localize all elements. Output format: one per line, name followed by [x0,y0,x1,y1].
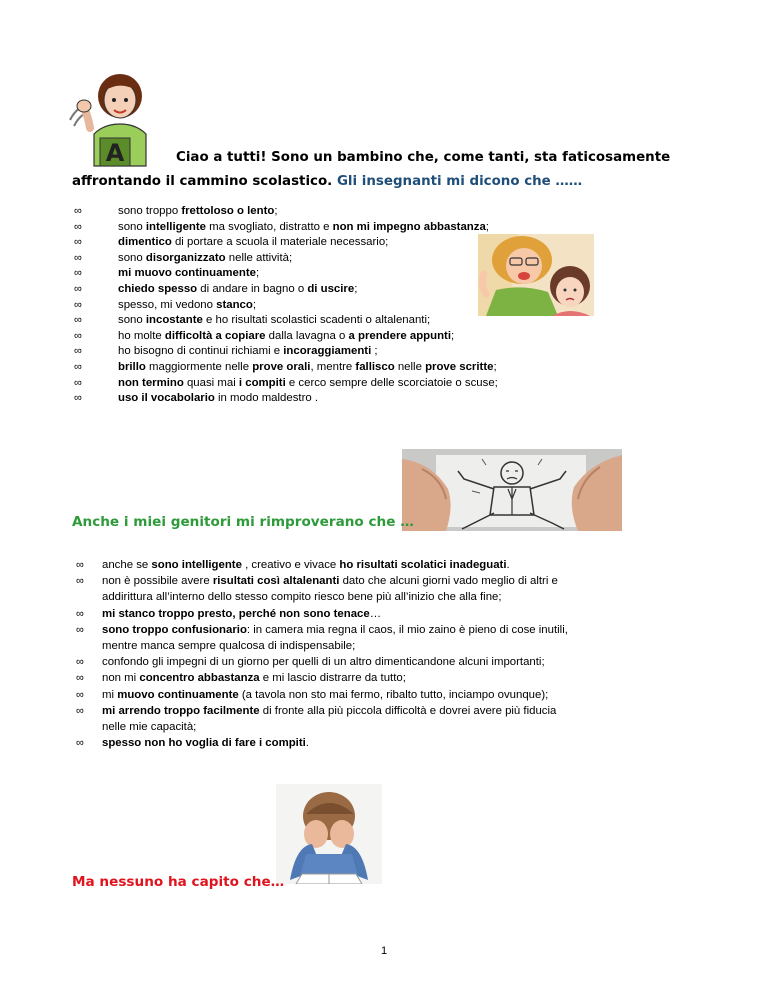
bold-phrase: brillo [118,360,146,373]
mother-scolding-illustration [478,234,594,316]
text-segment: addirittura all’interno dello stesso compito riesco bene più all’inizio che alla fine; [102,591,502,604]
bold-phrase: di uscire [307,282,355,295]
text-segment: sono troppo [118,205,182,217]
bold-phrase: sono troppo confusionario [102,623,247,636]
text-segment: confondo gli impegni di un giorno per quelli di un altro dimenticandone alcuni importanti; [102,656,545,669]
parents-list [72,557,712,751]
text-segment: e mi lascio distrarre da tutto; [259,672,406,685]
list-item [72,573,712,589]
list-item [72,360,592,376]
text-segment: non è possibile avere [102,575,213,588]
bold-phrase: mi muovo continuamente [118,267,256,280]
list-item [72,638,712,654]
list-item [72,391,592,407]
bold-phrase: spesso non ho voglia di fare i compiti [102,737,306,750]
bold-phrase: non termino [118,376,184,389]
bold-phrase: dimentico [118,236,172,249]
list-item [72,376,592,392]
text-segment: maggiormente nelle [145,360,253,373]
text-segment: . [506,559,510,571]
list-item [72,687,712,703]
text-segment: in modo maldestro . [214,392,319,405]
bold-phrase: a prendere appunti [348,329,452,342]
nobody-understood-heading: Ma nessuno ha capito che… [72,874,285,890]
text-segment: , creativo e vivace [241,559,340,571]
list-item [72,703,712,719]
list-item [72,735,712,751]
text-segment: dato che alcuni giorni vado meglio di altri e [339,575,558,588]
list-item [72,344,592,360]
text-segment: dalla lavagna o [265,329,349,342]
bold-phrase: uso il vocabolario [118,392,215,405]
text-segment: mi [102,688,118,701]
text-segment: nelle attività; [225,251,293,264]
text-segment: ma svogliato, distratto e [206,220,333,233]
text-segment: quasi mai [183,376,239,389]
text-segment: ; [485,220,489,233]
text-segment: : in camera mia regna il caos, il mio zaino è pieno di cose inutili, [246,623,568,636]
list-item [72,606,712,622]
list-item [72,329,592,345]
intro-line-2 [72,170,712,194]
text-segment: sono [118,220,146,233]
parents-heading: Anche i miei genitori mi rimproverano che … [72,514,414,530]
text-segment: ; [451,329,455,342]
text-segment: non mi [102,672,140,685]
bold-phrase: incoraggiamenti [283,345,372,358]
svg-text:A: A [105,139,125,167]
intro-line2-text: affrontando il cammino scolastico. [72,174,337,189]
list-item [72,220,592,236]
frustrated-child-photo [276,784,382,884]
bold-phrase: stanco [216,298,253,311]
text-segment: sono [118,314,146,327]
intro-paragraph [72,146,712,194]
stressed-man-between-hands-image [402,449,622,531]
bold-phrase: mi stanco troppo presto, perché non sono tenace [102,607,370,620]
list-item [72,589,712,605]
intro-teachers-say: Gli insegnanti mi dicono che …… [336,174,583,189]
bold-phrase: disorganizzato [145,251,226,264]
bold-phrase: frettoloso o lento [181,205,275,217]
list-item [72,719,712,735]
text-segment: di portare a scuola il materiale necessario; [171,236,389,249]
text-segment: . [305,737,309,750]
text-segment: e cerco sempre delle scorciatoie o scuse; [285,376,498,389]
text-segment: ; [354,282,358,295]
bold-phrase: prove scritte [425,360,494,373]
bold-phrase: non mi impegno abbastanza [332,220,486,233]
text-segment: di andare in bagno o [197,282,308,295]
list-item [72,654,712,670]
text-segment: … [369,607,382,620]
bold-phrase: i compiti [238,376,286,389]
bold-phrase: fallisco [355,360,395,373]
text-segment: ; [493,360,497,373]
text-segment: anche se [102,559,152,571]
text-segment: nelle [394,360,426,373]
list-item [72,670,712,686]
bold-phrase: prove orali [252,360,311,373]
text-segment: , mentre [310,360,356,373]
text-segment: ; [371,345,378,358]
text-segment: ho molte [118,329,165,342]
text-segment: di fronte alla più piccola difficoltà e dovrei avere più fiducia [259,704,557,717]
list-item [72,622,712,638]
bold-phrase: incostante [145,314,203,327]
bold-phrase: intelligente [145,220,206,233]
text-segment: ; [255,267,260,280]
text-segment: ; [252,298,257,311]
list-item [72,204,592,220]
bold-phrase: sono intelligente [151,559,242,571]
bold-phrase: concentro abbastanza [139,672,260,685]
bold-phrase: mi arrendo troppo facilmente [102,704,260,717]
bold-phrase: ho risultati scolatici inadeguati [339,559,507,571]
text-segment: mentre manca sempre qualcosa di indispensabile; [102,640,356,653]
list-item [72,557,712,573]
bold-phrase: muovo continuamente [117,688,239,701]
bold-phrase: chiedo spesso [118,282,198,295]
page-number: 1 [380,945,388,957]
text-segment: ; [274,205,278,217]
intro-greeting: Ciao a tutti! Sono un bambino che, come tanti, sta faticosamente [176,150,671,165]
text-segment: (a tavola non sto mai fermo, ribalto tutto, inciampo ovunque); [238,688,549,701]
text-segment: spesso, mi vedono [118,298,217,311]
text-segment: sono [118,251,146,264]
text-segment: ho bisogno di continui richiami e [118,345,284,358]
bold-phrase: difficoltà a copiare [164,329,266,342]
text-segment: nelle mie capacità; [102,721,197,734]
text-segment: e ho risultati scolastici scadenti o altalenanti; [202,314,431,327]
bold-phrase: risultati così altalenanti [212,575,340,588]
